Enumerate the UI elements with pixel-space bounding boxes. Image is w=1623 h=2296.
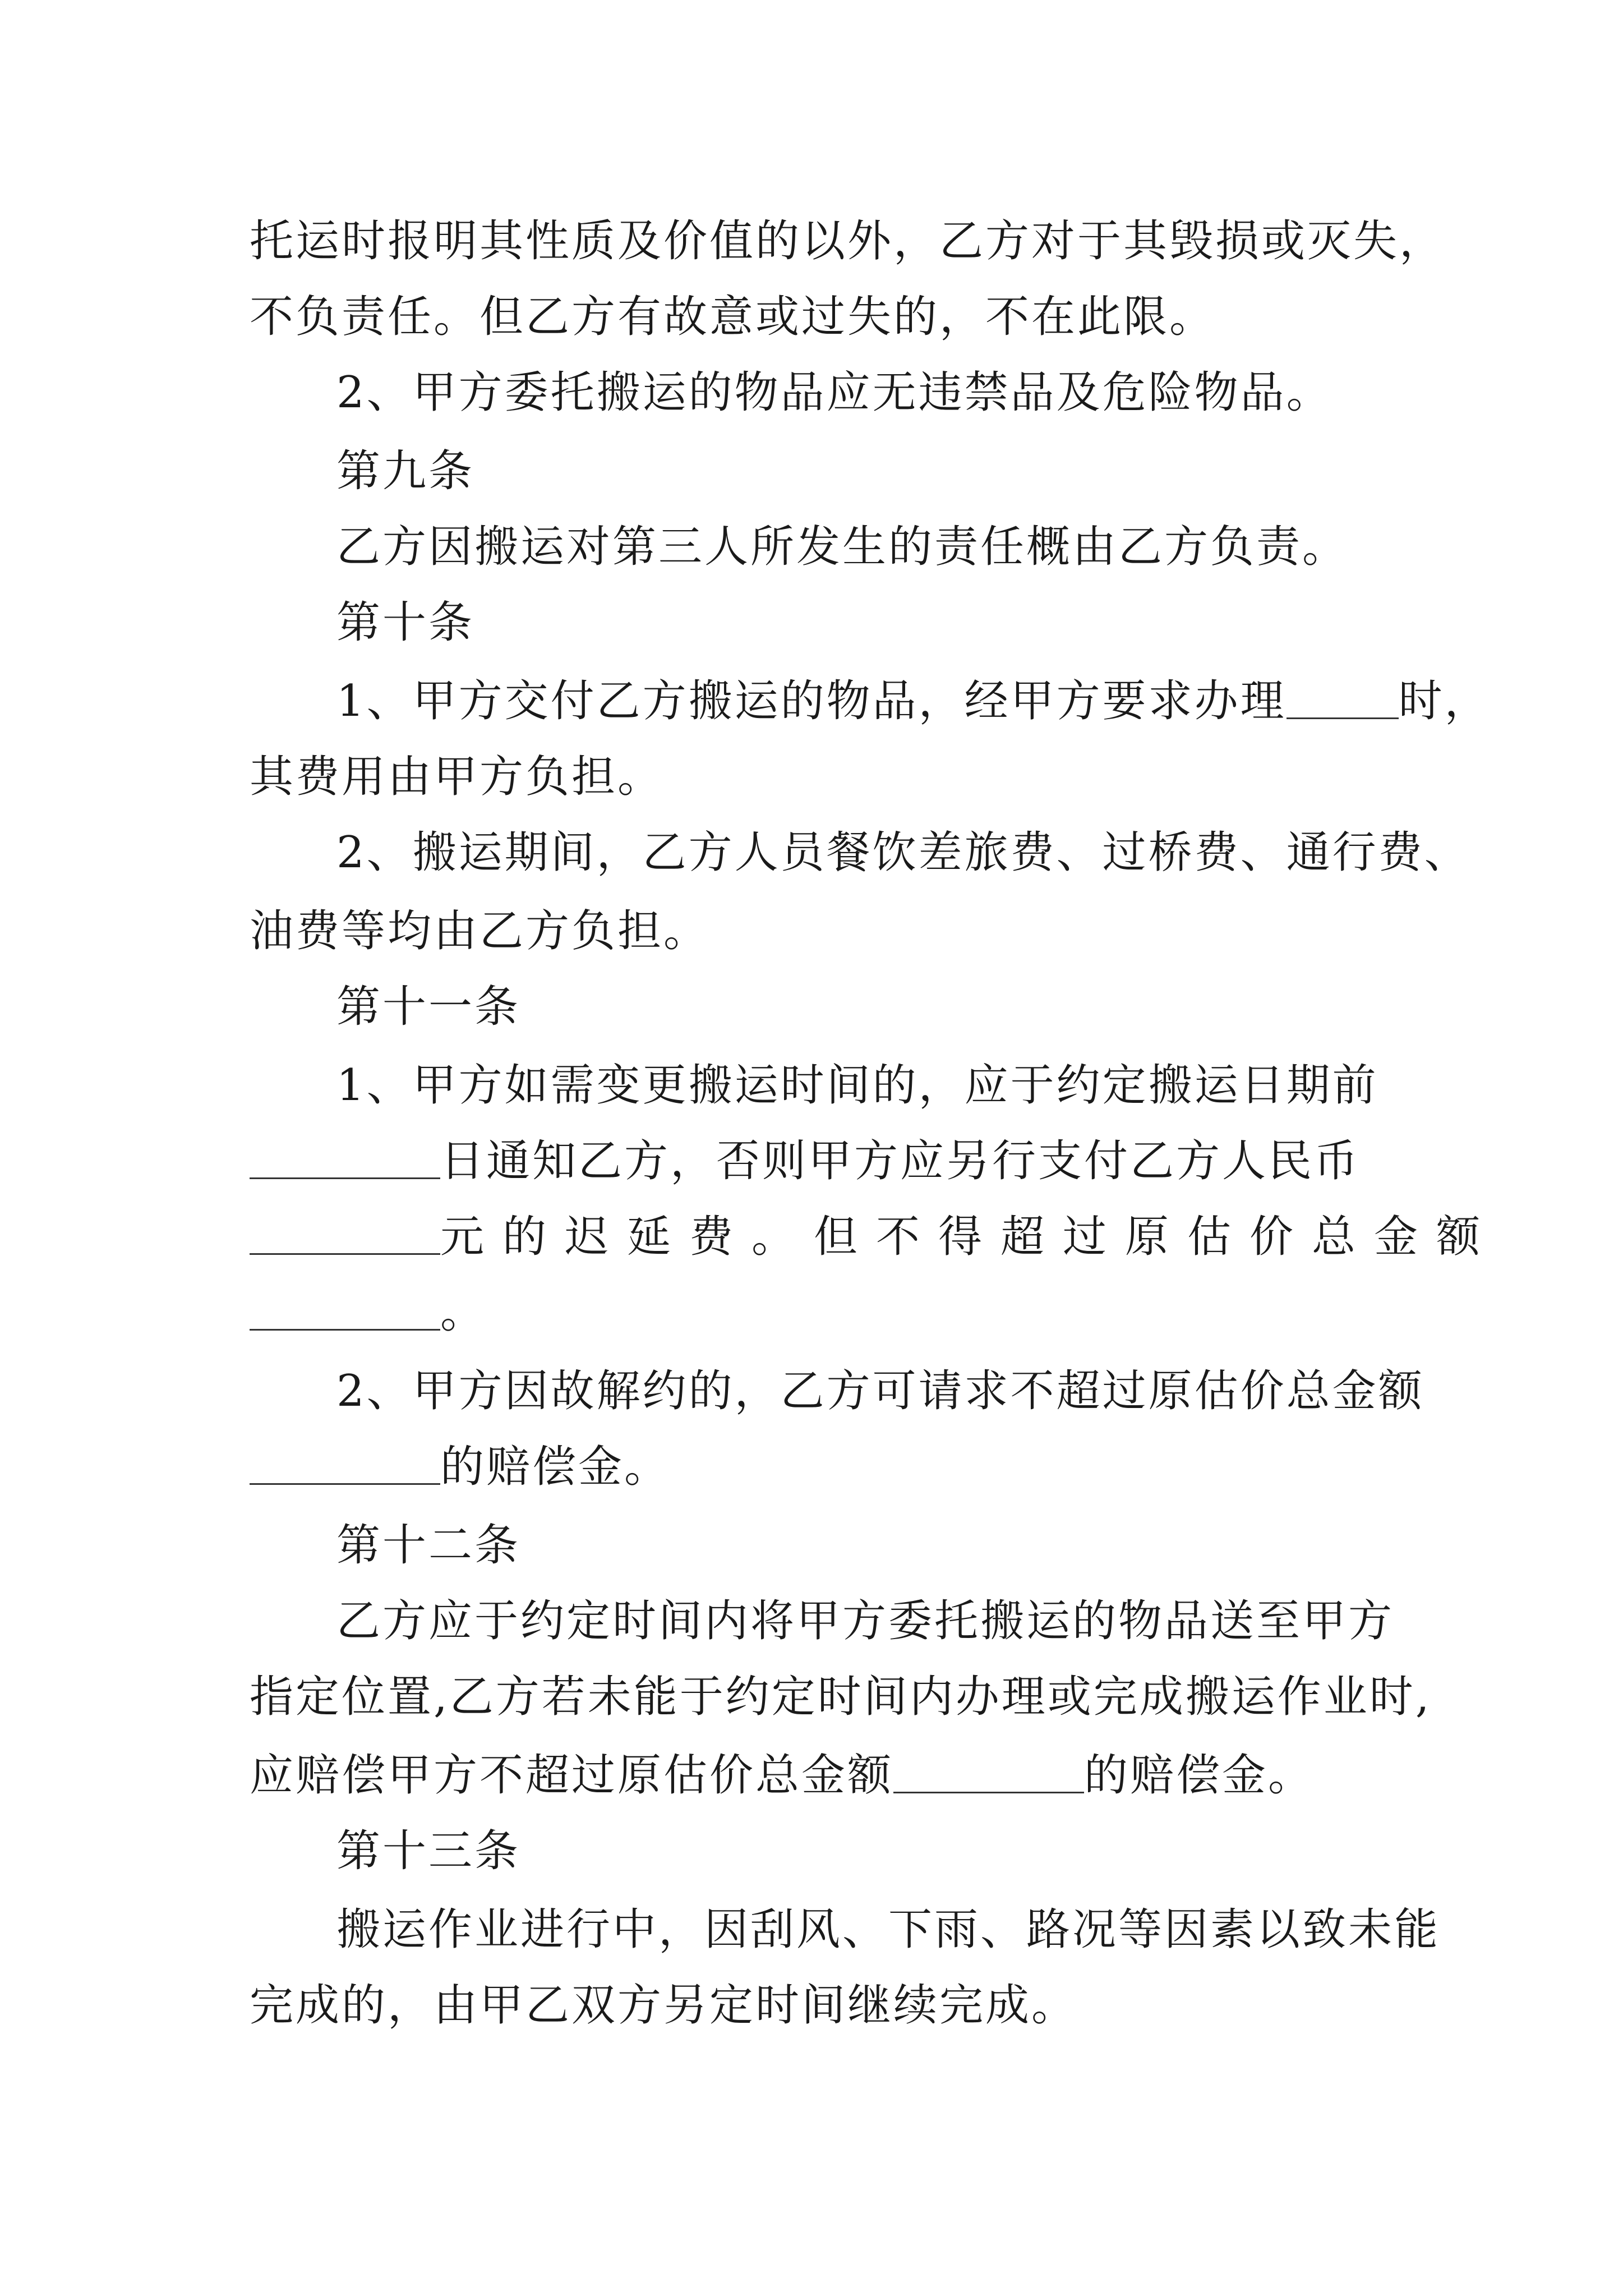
- clause-item: 2、搬运期间，乙方人员餐饮差旅费、过桥费、通行费、: [336, 827, 1470, 878]
- paragraph-line: 完成的，由甲乙双方另定时间继续完成。: [250, 1980, 1078, 2031]
- paragraph-line: [250, 1439, 1399, 1495]
- clause-text: 的赔偿金。: [1084, 1750, 1315, 1801]
- fill-in-blank[interactable]: [893, 1752, 1084, 1793]
- clause-text: 。: [440, 1287, 487, 1338]
- paragraph-line: 乙方应于约定时间内将甲方委托搬运的物品送至甲方: [336, 1596, 1395, 1646]
- clause-item: 2、甲方因故解约的，乙方可请求不超过原估价总金额: [336, 1366, 1424, 1416]
- paragraph-line: [250, 1285, 1399, 1341]
- paragraph-line: [250, 1133, 1399, 1189]
- paragraph-line: 油费等均由乙方负担。: [250, 906, 710, 956]
- clause-text: 元的迟延费。但不得超过原估价总金额: [440, 1212, 1499, 1262]
- clause-text: 应赔偿甲方不超过原估价总金额: [250, 1750, 894, 1801]
- clause-text: 的赔偿金。: [440, 1442, 671, 1492]
- paragraph-line: [250, 1747, 1399, 1803]
- fill-in-blank[interactable]: [250, 1290, 440, 1331]
- clause-text: 1、甲方交付乙方搬运的物品，经甲方要求办理: [336, 676, 1287, 726]
- paragraph-line: 不负责任。但乙方有故意或过失的，不在此限。: [250, 292, 1216, 342]
- clause-text: 时，: [1398, 676, 1491, 726]
- paragraph-line: 托运时报明其性质及价值的以外，乙方对于其毁损或灭失，: [250, 216, 1446, 266]
- paragraph-line: 乙方因搬运对第三人所发生的责任概由乙方负责。: [336, 522, 1349, 572]
- paragraph-line: 搬运作业进行中，因刮风、下雨、路况等因素以致未能: [336, 1904, 1441, 1955]
- paragraph-line: [250, 1209, 1499, 1265]
- paragraph-line: 其费用由甲方负担。: [250, 752, 664, 802]
- article-heading: 第十三条: [336, 1826, 521, 1876]
- article-heading: 第十二条: [336, 1520, 521, 1571]
- clause-text: 日通知乙方，否则甲方应另行支付乙方人民币: [440, 1136, 1361, 1186]
- fill-in-blank[interactable]: [250, 1138, 440, 1179]
- fill-in-blank[interactable]: [250, 1444, 440, 1485]
- fill-in-blank[interactable]: [1287, 678, 1399, 719]
- article-heading: 第九条: [336, 446, 475, 496]
- clause-item: 1、甲方如需变更搬运时间的，应于约定搬运日期前: [336, 1060, 1378, 1111]
- clause-item: [336, 673, 1491, 729]
- article-heading: 第十一条: [336, 982, 521, 1032]
- paragraph-line: 指定位置,乙方若未能于约定时间内办理或完成搬运作业时,: [250, 1672, 1432, 1722]
- article-heading: 第十条: [336, 597, 475, 648]
- clause-item: 2、甲方委托搬运的物品应无违禁品及危险物品。: [336, 367, 1332, 418]
- fill-in-blank[interactable]: [250, 1214, 440, 1255]
